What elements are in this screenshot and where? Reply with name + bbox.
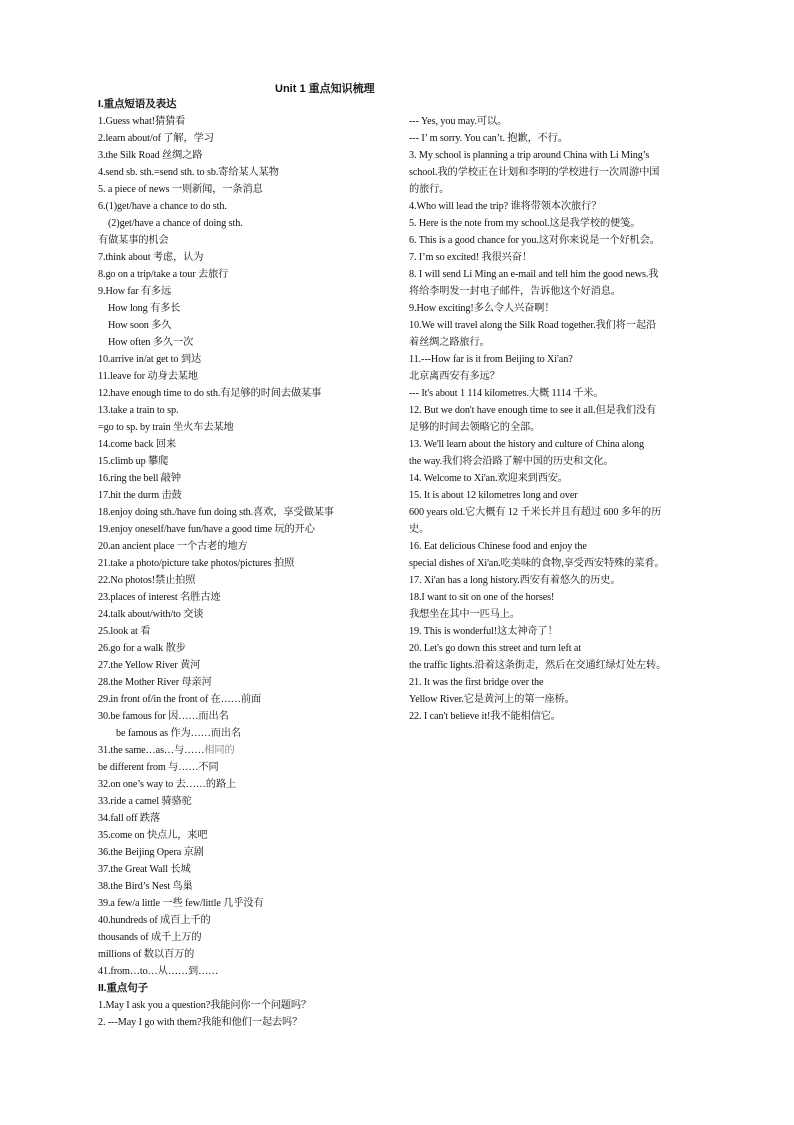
text-line: 17. Xi'an has a long history.西安有着悠久的历史。	[409, 575, 621, 586]
text-line: --- I’ m sorry. You can’t. 抱歉，不行。	[409, 133, 568, 144]
text-line: 19.enjoy oneself/have fun/have a good time 玩的开心	[98, 524, 315, 535]
text-line: --- It's about 1 114 kilometres.大概 1114 千米。	[409, 388, 604, 399]
text-line: 25.look at 看	[98, 626, 151, 637]
text-line: 14. Welcome to Xi'an.欢迎来到西安。	[409, 473, 569, 484]
text-line: 17.hit the durm 击鼓	[98, 490, 182, 501]
text-line: 26.go for a walk 散步	[98, 643, 186, 654]
text-line: 9.How exciting!多么令人兴奋啊！	[409, 303, 555, 314]
text-line: 32.on one’s way to 去……的路上	[98, 779, 237, 790]
text-line: 11.leave for 动身去某地	[98, 371, 198, 382]
text-line: --- Yes, you may.可以。	[409, 116, 508, 127]
text-line: 我想坐在其中一匹马上。	[409, 609, 520, 620]
text-line: 35.come on 快点儿，来吧	[98, 830, 208, 841]
text-line: 28.the Mother River 母亲河	[98, 677, 212, 688]
text-line: 31.the same…as…与……相同的	[98, 745, 235, 756]
text-line: 6. This is a good chance for you.这对你来说是一个好机会。	[409, 235, 660, 246]
text-line: How long 有多长	[108, 303, 181, 314]
text-line: 600 years old.它大概有 12 千米长并且有超过 600 多年的历	[409, 507, 662, 518]
text-line: 2.learn about/of 了解，学习	[98, 133, 214, 144]
text-line: 36.the Beijing Opera 京剧	[98, 847, 204, 858]
text-line: be famous as 作为……而出名	[116, 728, 242, 739]
text-line: 39.a few/a little 一些 few/little 几乎没有	[98, 898, 264, 909]
left-column	[98, 96, 398, 1031]
text-line: 20. Let's go down this street and turn left at	[409, 643, 582, 654]
text-line: 14.come back 回来	[98, 439, 176, 450]
text-line: 7. I’m so excited! 我很兴奋！	[409, 252, 532, 263]
text-line: 7.think about 考虑，认为	[98, 252, 204, 263]
text-line: 27.the Yellow River 黄河	[98, 660, 201, 671]
text-line: How soon 多久	[108, 320, 172, 331]
text-line: 21. It was the first bridge over the	[409, 677, 544, 688]
text-line: 8.go on a trip/take a tour 去旅行	[98, 269, 229, 280]
text-line: 4.Who will lead the trip? 谁将带领本次旅行？	[409, 201, 602, 212]
section-heading: II.重点句子	[98, 982, 149, 994]
text-line: How often 多久一次	[108, 337, 194, 348]
text-line: 24.talk about/with/to 交谈	[98, 609, 204, 620]
text-line: 13. We'll learn about the history and culture of China along	[409, 439, 645, 450]
text-line: 13.take a train to sp.	[98, 405, 179, 416]
text-line: 将给李明发一封电子邮件，告诉他这个好消息。	[409, 286, 621, 297]
text-line: special dishes of Xi'an.吃美味的食物,享受西安特殊的菜肴。	[409, 558, 665, 569]
text-line: =go to sp. by train 坐火车去某地	[98, 422, 234, 433]
section-heading: I.重点短语及表达	[98, 98, 177, 110]
text-line: 29.in front of/in the front of 在……前面	[98, 694, 262, 705]
text-line: 15.climb up 攀爬	[98, 456, 169, 467]
text-line: 2. ---May I go with them?我能和他们一起去吗？	[98, 1017, 303, 1028]
text-line: be different from 与……不同	[98, 762, 219, 773]
text-line: 34.fall off 跌落	[98, 813, 161, 824]
text-line: 4.send sb. sth.=send sth. to sb.寄给某人某物	[98, 167, 279, 178]
text-line: school.我的学校正在计划和李明的学校进行一次周游中国	[409, 167, 660, 178]
text-line: 史。	[409, 524, 430, 535]
text-line: 21.take a photo/picture take photos/pictures 拍照	[98, 558, 295, 569]
text-line: 着丝绸之路旅行。	[409, 337, 490, 348]
text-line: Yellow River.它是黄河上的第一座桥。	[409, 694, 575, 705]
text-line: 1.May I ask you a question?我能问你一个问题吗？	[98, 1000, 312, 1011]
text-line: 11.---How far is it from Beijing to Xi'an?	[409, 354, 573, 365]
text-line: 8. I will send Li Ming an e-mail and tell him the good news.我	[409, 269, 659, 280]
text-line: 10.We will travel along the Silk Road together.我们将一起沿	[409, 320, 657, 331]
text-line: 18.enjoy doing sth./have fun doing sth.喜欢，享受做某事	[98, 507, 334, 518]
text-line: 6.(1)get/have a chance to do sth.	[98, 201, 227, 212]
text-line: 23.places of interest 名胜古迹	[98, 592, 221, 603]
text-line: 30.be famous for 因……而出名	[98, 711, 229, 722]
text-line: 22. I can't believe it!我不能相信它。	[409, 711, 561, 722]
text-line: 有做某事的机会	[98, 235, 169, 246]
text-line: 20.an ancient place 一个古老的地方	[98, 541, 248, 552]
text-line: 9.How far 有多远	[98, 286, 172, 297]
text-line: 19. This is wonderful!这太神奇了！	[409, 626, 558, 637]
text-line: 5. Here is the note from my school.这是我学校的便笺。	[409, 218, 641, 229]
text-line: 北京离西安有多远？	[409, 371, 500, 382]
text-line: the traffic lights.沿着这条街走，然后在交通红绿灯处左转。	[409, 660, 667, 671]
text-line: 1.Guess what!猜猜看	[98, 116, 186, 127]
text-line: 12. But we don't have enough time to see it all.但是我们没有	[409, 405, 657, 416]
text-line: 的旅行。	[409, 184, 450, 195]
right-column	[409, 113, 701, 725]
text-line: 38.the Bird’s Nest 鸟巢	[98, 881, 193, 892]
text-line: (2)get/have a chance of doing sth.	[108, 218, 243, 229]
text-line: 12.have enough time to do sth.有足够的时间去做某事	[98, 388, 322, 399]
text-line: 37.the Great Wall 长城	[98, 864, 191, 875]
text-line: 33.ride a camel 骑骆驼	[98, 796, 192, 807]
text-line: 3. My school is planning a trip around China with Li Ming’s	[409, 150, 650, 161]
text-line: 40.hundreds of 成百上千的	[98, 915, 211, 926]
text-line: 18.I want to sit on one of the horses!	[409, 592, 555, 603]
text-line: thousands of 成千上万的	[98, 932, 202, 943]
text-line: 16. Eat delicious Chinese food and enjoy the	[409, 541, 587, 552]
page-title: Unit 1 重点知识梳理	[275, 83, 375, 95]
text-line: 10.arrive in/at get to 到达	[98, 354, 202, 365]
text-line: 15. It is about 12 kilometres long and over	[409, 490, 578, 501]
text-line: 22.No photos!禁止拍照	[98, 575, 196, 586]
text-line: 足够的时间去领略它的全部。	[409, 422, 541, 433]
text-line: 41.from…to…从……到……	[98, 966, 219, 977]
text-line: 3.the Silk Road 丝绸之路	[98, 150, 203, 161]
text-line: millions of 数以百万的	[98, 949, 195, 960]
text-line: 5. a piece of news 一则新闻，一条消息	[98, 184, 263, 195]
text-line: 16.ring the bell 敲钟	[98, 473, 181, 484]
text-line: the way.我们将会沿路了解中国的历史和文化。	[409, 456, 614, 467]
